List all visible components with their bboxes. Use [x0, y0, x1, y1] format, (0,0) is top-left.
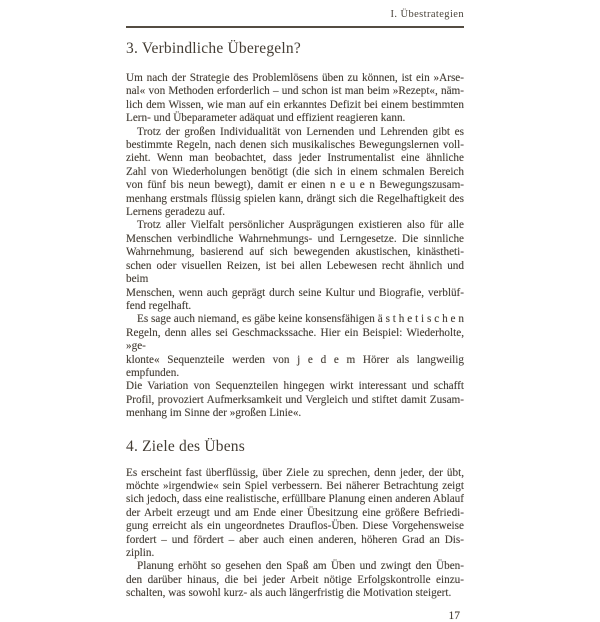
text-line: klonte« Sequenzteile werden von j e d e m Hörer als langweilig empfunden. [126, 353, 464, 379]
section-heading: 3. Verbindliche Überegeln? [126, 40, 301, 57]
text-line: Zahl von Wiederholungen benötigt (die sich in einem schmalen Bereich [126, 165, 464, 178]
text-line: lich dem Wissen, wie man auf ein erkanntes Defizit bei einem bestimmten [126, 98, 464, 111]
text-block [126, 8, 464, 622]
text-line: Wahrnehmung, basierend auf sich bewegenden akustischen, kinästheti- [126, 246, 464, 259]
text-line: Lern- und Übeparameter adäquat und effizient reagieren kann. [126, 112, 406, 125]
page-number: 17 [448, 609, 460, 622]
text-line: von fünf bis neun bewegt), damit er einen n e u e n Bewegungszusam- [126, 179, 464, 192]
text-line: zieht. Wenn man beobachtet, dass jeder Instrumentalist eine ähnliche [126, 152, 464, 165]
text-line: Regeln, denn alles sei Geschmackssache. Hier ein Beispiel: Wiederholte, »ge- [126, 326, 464, 353]
text-line: Profil, provoziert Aufmerksamkeit und Vergleich und stiftet damit Zusam- [126, 393, 464, 406]
text-line: Trotz der großen Individualität von Lernenden und Lehrenden gibt es [137, 125, 464, 138]
text-line: möchte »irgendwie« sein Spiel verbessern. Bei näherer Betrachtung zeigt [126, 479, 464, 492]
text-line: sich jedoch, dass eine realistische, erfüllbare Planung einen anderen Ablauf [126, 493, 464, 506]
text-line: Die Variation von Sequenzteilen hingegen wirkt interessant und schafft [126, 380, 464, 393]
text-line: Menschen, wenn auch geprägt durch seine Kultur und Biografie, verblüf- [126, 286, 464, 299]
text-line: Es sage auch niemand, es gäbe keine konsensfähigen ä s t h e t i s c h e n [137, 313, 464, 326]
text-line: fordert – und fördert – aber auch einen anderen, höheren Grad an Dis- [126, 533, 464, 546]
section-heading: 4. Ziele des Übens [126, 437, 245, 455]
running-head: I. Übestrategien [390, 9, 464, 20]
text-line: ziplin. [126, 547, 155, 559]
text-line: Lernens geradezu auf. [126, 206, 226, 219]
section [126, 40, 464, 421]
text-line: Um nach der Strategie des Problemlösens üben zu können, ist ein »Arse- [126, 72, 464, 84]
paragraph [126, 467, 464, 561]
paragraph [126, 72, 464, 126]
section [126, 438, 464, 601]
text-line: Planung erhöht so gesehen den Spaß am Üben und zwingt den Üben- [137, 560, 464, 573]
text-line: den darüber hinaus, die bei jeder Arbeit nötige Erfolgskontrolle einzu- [126, 573, 464, 586]
text-line: schen oder visuellen Reizen, ist bei allen Lebewesen recht ähnlich und beim [126, 259, 464, 286]
text-line: menhang im Sinne der »großen Linie«. [126, 407, 302, 420]
header-rule [126, 26, 464, 28]
text-line: bestimmte Regeln, nach denen sich musikalisches Bewegungslernen voll- [126, 139, 464, 152]
text-line: Es erscheint fast überflüssig, über Ziele zu sprechen, denn jeder, der übt, [126, 466, 464, 479]
text-line: nal« von Methoden erforderlich – und schon ist man beim »Rezept«, näm- [126, 85, 464, 98]
page-body [126, 40, 464, 601]
text-line: menhang erstmals flüssig spielen kann, drängt sich die Regelhaftigkeit des [126, 192, 464, 205]
text-line: der Arbeit erzeugt und am Ende einer Übesitzung eine größere Befriedi- [126, 506, 464, 519]
paragraph [126, 560, 464, 600]
paragraph [126, 126, 464, 220]
text-line: Menschen verbindliche Wahrnehmungs- und Lerngesetze. Die sinnliche [126, 232, 464, 245]
text-line: Trotz aller Vielfalt persönlicher Ausprägungen existieren also für alle [137, 219, 464, 232]
paragraph [126, 219, 464, 313]
text-line: schalten, was sowohl kurz- als auch längerfristig die Motivation steigert. [126, 587, 452, 600]
text-line: fend regelhaft. [126, 299, 192, 312]
paragraph [126, 313, 464, 420]
text-line: gung erreicht als ein ungeordnetes Drauflos-Üben. Diese Vorgehensweise [126, 520, 464, 533]
